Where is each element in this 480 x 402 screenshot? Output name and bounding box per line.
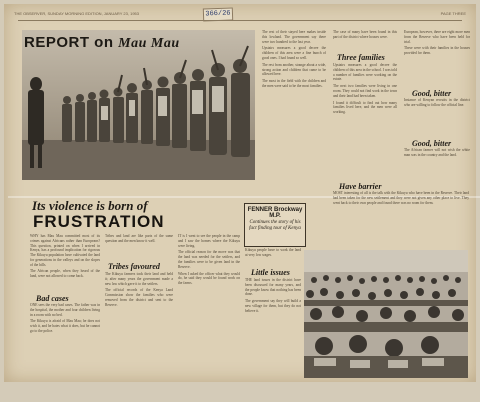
text-column-4-mid: Instance of Kenyan recruits in the district who are willing to follow the official line. <box>404 98 470 107</box>
mau-mau-photo <box>22 30 255 180</box>
article-col-2b: The Kikuyu farmers took their land and held it; after many years the government made a new law which gave it to the settlers. The official records of the Kenya Land Commission show the families who were removed from the district and sent to the Reserve. <box>105 272 173 307</box>
text-column-3: Upstairs measures a good decree the children of this area in the school. I was told a number of families were working on the estate. The next two families were living in one room. They could not find work in the town and their land had been taken. I found it difficult to find out how many families lived here, and the men were all working. <box>333 63 397 115</box>
article-title-line1: Its violence is born of <box>32 198 148 213</box>
byline-name: FENNER Brockway M.P. <box>247 207 303 219</box>
article-col-1a: The Kikuyu population have cultivated the land for generations in the valleys and on the slopes of the hills. The African people, when they heard of the land, were not allowed to come back. <box>30 253 100 279</box>
masthead <box>14 9 470 17</box>
article-lede: WHY has Mau Mau committed most of its crimes against Africans rather than Europeans? This question, printed on when I arrived in Kenya, has a profound implication for rigorous <box>30 234 100 252</box>
detainees-photo <box>304 250 468 378</box>
masthead-right: PAGE THREE <box>440 11 466 16</box>
report-headline <box>24 34 180 52</box>
subhead-bad-cases: Bad cases <box>36 294 69 303</box>
text-column-2: The rest of their stayed here makes inside this lowland. The government say there were two hundred to the last year. Upstairs measures a good decree the children of this area were a fine bunch of good ones. I had found so well. The rest from another, strange about a wide, strong action and children that came to be allowed here. The most in the field with the children and the men were said to be the most families. <box>262 30 326 88</box>
article-col-4b: THE land issues in the district have been discussed for many years, and the people know that nothing has been done. The government say they will build a new village for them, but they do not believe it. <box>245 278 301 313</box>
text-column-4-bottom: The African farmer will not wish the white man was in the country and the land. <box>404 148 470 157</box>
article-col-3: IT is I went to see the people in the camp and I saw the homes where the Kikuyu were living. The official reason for the move was that the land was needed for the settlers, and the families were to be given land in the Reserve. When I asked the officer what they would do, he said they would be found work on the farms. <box>178 234 240 286</box>
subhead-good-bitter-1: Good, bitter <box>412 89 452 98</box>
archive-stamp: 366/26 <box>203 7 233 21</box>
headline-report: REPORT on <box>24 34 114 51</box>
photo-detainees-illustration <box>304 250 468 378</box>
text-column-4-top: European, however, there are eight more men from the Reserve who have been held for trial. These were with their families in the houses provided for them. <box>404 30 470 56</box>
article-col-2a: Tribes and land are like parts of the same question and the men know it well. <box>105 234 173 243</box>
article-title-frustration: FRUSTRATION <box>33 212 165 231</box>
masthead-rule <box>18 20 462 21</box>
byline-tagline: Continues the story of his fact finding tour of Kenya <box>249 220 301 231</box>
text-column-5: MOST interesting of all is the talk with the Kikuyu who have been in the Reserve. Their land had been taken for the new settlement and they were not given any other place to live. They went back to their own people and found there was no room for them. <box>333 191 469 205</box>
article-col-4a: Kikuyu people have to work the land at very low wages. <box>245 248 301 257</box>
subhead-little-issues: Little issues <box>251 268 290 277</box>
subhead-have-barrier: Have barrier <box>339 182 382 191</box>
byline-box <box>244 203 306 247</box>
subhead-good-bitter-2: Good, bitter <box>412 139 452 148</box>
article-col-1b: ONE sees the very bad cases. The father was in the hospital, the mother and four children living in a room with no bed. The Kikuyu is afraid of Mau Mau; he does not wish it, and he hates what it does, but he cannot go to the police. <box>30 303 100 333</box>
masthead-left: THE OBSERVER, SUNDAY MORNING EDITION, JANUARY 23, 1953 <box>14 11 139 16</box>
subhead-three-families: Three families <box>337 53 385 62</box>
photo-crowd-illustration <box>22 30 255 180</box>
headline-topic: Mau Mau <box>118 36 180 51</box>
subhead-tribes-favoured: Tribes favoured <box>108 262 160 271</box>
text-column-3-top: The case of many have been found in this part of the district where houses were. <box>333 30 397 39</box>
